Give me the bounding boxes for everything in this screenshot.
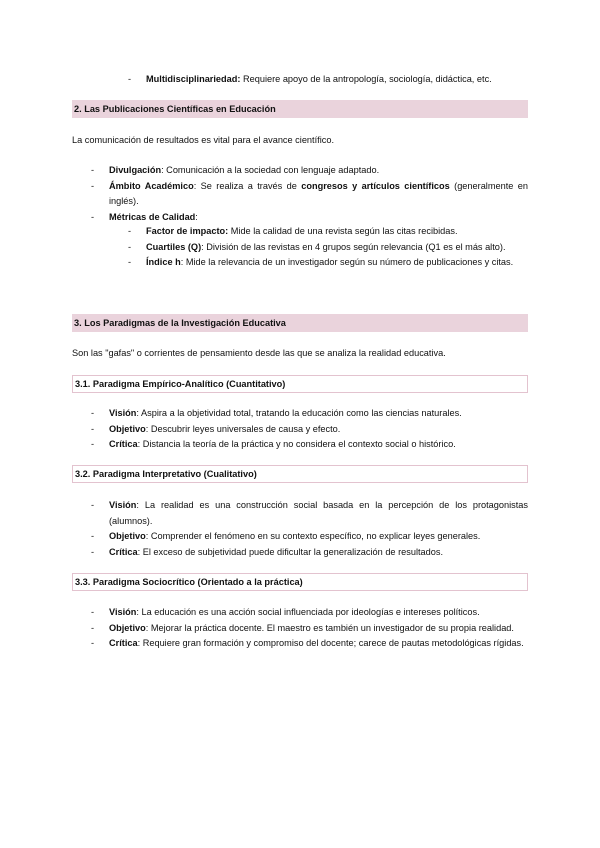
section-intro: Son las "gafas" o corrientes de pensamiento desde las que se analiza la realidad educativa. [72,348,446,358]
list-item: - Visión: Aspira a la objetividad total, tratando la educación como las ciencias naturales. [91,408,462,418]
list-item: - Métricas de Calidad: [91,211,198,222]
list-item: - Factor de impacto: Mide la calidad de una revista según las citas recibidas. [128,226,458,236]
sub32-list [91,498,528,560]
sub31-list [91,406,528,453]
section2-sublist [128,224,528,271]
section2-list [91,163,528,225]
item-text: Requiere apoyo de la antropología, sociología, didáctica, etc. [240,74,492,84]
item-term: Multidisciplinariedad: [146,74,241,84]
section-heading: 2. Las Publicaciones Científicas en Educación [72,100,528,118]
list-item: - Cuartiles (Q): División de las revistas en 4 grupos según relevancia (Q1 es el más alto). [128,241,506,252]
list-item: - Crítica: Distancia la teoría de la práctica y no considera el contexto social o histórico. [91,439,456,449]
sub33-list [91,605,528,652]
list-item: - Objetivo: Descubrir leyes universales de causa y efecto. [91,423,341,434]
section-heading: 3. Los Paradigmas de la Investigación Educativa [72,314,528,332]
list-item: - Crítica: Requiere gran formación y compromiso del docente; carece de pautas metodológicas rígidas. [91,638,524,648]
list-item: - Ámbito Académico: Se realiza a través de congresos y artículos científicos (generalmente en inglés). [91,180,528,206]
list-item: - Índice h: Mide la relevancia de un investigador según su número de publicaciones y citas. [128,257,514,267]
list-item: - Objetivo: Mejorar la práctica docente. El maestro es también un investigador de su propia realidad. [91,622,514,633]
list-item: - Multidisciplinariedad: Requiere apoyo de la antropología, sociología, didáctica, etc. [128,74,492,84]
list-item: - Objetivo: Comprender el fenómeno en su contexto específico, no explicar leyes generales. [91,531,481,541]
subsection-heading: 3.3. Paradigma Sociocrítico (Orientado a la práctica) [72,573,528,591]
list-item: - Crítica: El exceso de subjetividad puede dificultar la generalización de resultados. [91,546,444,557]
list-item: - Visión: La realidad es una construcción social basada en la percepción de los protagonistas (alumnos). [91,500,528,526]
subsection-heading: 3.1. Paradigma Empírico-Analítico (Cuantitativo) [72,375,528,393]
subsection-heading: 3.2. Paradigma Interpretativo (Cualitativo) [72,465,528,483]
section-intro: La comunicación de resultados es vital para el avance científico. [72,135,334,145]
list-item: - Divulgación: Comunicación a la sociedad con lenguaje adaptado. [91,165,380,175]
list-item: - Visión: La educación es una acción social influenciada por ideologías e intereses políticos. [91,607,480,617]
top-sublist [128,72,528,88]
